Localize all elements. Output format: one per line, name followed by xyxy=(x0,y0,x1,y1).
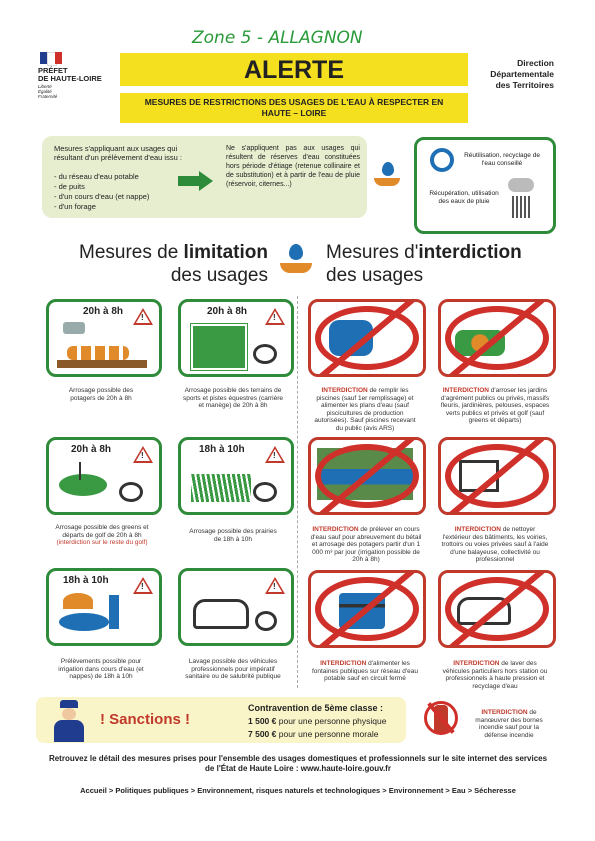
limitation-time: 18h à 10h xyxy=(199,444,245,455)
limitation-caption-3 xyxy=(50,524,154,547)
sanctions-amount-2: 7 500 € xyxy=(248,729,277,739)
limitation-card-potagers xyxy=(46,299,162,377)
limitation-card-prairies xyxy=(178,437,294,515)
sanctions-line-1 xyxy=(248,716,387,726)
sanctions-amount-1: 1 500 € xyxy=(248,716,277,726)
arrow-head-icon xyxy=(199,171,213,191)
interdiction-caption-2 xyxy=(440,387,550,425)
limitation-card-irrigation xyxy=(46,568,162,646)
water-hand-icon xyxy=(374,162,400,188)
sanctions-text-2: pour une personne morale xyxy=(276,729,379,739)
football-field-icon xyxy=(191,324,247,370)
hose-icon xyxy=(253,482,277,502)
limitation-caption-4: Arrosage possible des prairies de 18h à 10h xyxy=(189,528,277,543)
pump-icon xyxy=(109,595,119,629)
interdiction-caption-6-text: de laver des véhicules particuliers hors station ou professionnels à haute pression et recyclage d'eau xyxy=(442,660,548,690)
limitation-caption-5: Prélèvements possible pour irrigation dans cours d'eau (et nappes) de 18h à 10h xyxy=(58,658,144,680)
interdiction-caption-3 xyxy=(308,526,424,564)
direction-line-3: des Territoires xyxy=(495,80,554,90)
not-applies-text: Ne s'appliquent pas aux usages qui résultent de réserves d'eau constituées hors période d'étiage (retenue collinaire et de substitution) et à partir de l'eau de pluie (réservoir, citernes...) xyxy=(226,145,360,188)
limitation-time: 20h à 8h xyxy=(207,306,248,317)
reuse-label: Réutilisation, recyclage de l'eau conseillé xyxy=(464,152,540,167)
devise-3: Fraternité xyxy=(38,94,58,99)
limitation-heading-line1 xyxy=(68,242,268,264)
direction-line-2: Départementale xyxy=(490,69,554,79)
interdiction-heading-line2: des usages xyxy=(326,265,424,286)
limitation-time: 20h à 8h xyxy=(83,306,124,317)
applies-item-1: - du réseau d'eau potable xyxy=(54,172,139,181)
interdiction-card-batiments xyxy=(438,437,556,515)
interdiction-caption-2-text: d'arroser les jardins d'agrément publics ou privés, massifs fleuris, jardinières, pelouses, espaces verts publics et privés et golf (sauf greens et départs) xyxy=(440,387,550,424)
limitation-caption-6: Lavage possible des véhicules professionnels pour impératif sanitaire ou de salubrité publique xyxy=(185,658,281,680)
page-title: ALERTE xyxy=(244,56,344,84)
applies-item-2: - de puits xyxy=(54,182,85,191)
interdiction-card-cours-eau xyxy=(308,437,426,515)
warning-icon: ! xyxy=(265,446,285,463)
limitation-caption-2: Arrosage possible des terrains de sports et pistes équestres (carrière et manège) de 20h à 8h xyxy=(182,387,284,409)
golf-flag-icon xyxy=(79,462,81,480)
devise-1: Liberté xyxy=(38,84,52,89)
interdiction-caption-1-text: de remplir les piscines (sauf 1er remplissage) et alimenter les plans d'eau (sauf piscicultures de production autorisées). Sauf piscines recevant du public (avis ARS) xyxy=(314,387,416,432)
limitation-time: 18h à 10h xyxy=(63,575,109,586)
river-icon xyxy=(59,613,109,631)
devise-2: Égalité xyxy=(38,89,52,94)
rain-cloud-icon xyxy=(508,178,534,192)
interdiction-caption-3-text: de prélever en cours d'eau sauf pour abreuvement du bétail et arrosage des potagers partir d'un 1 000 m³ par jour (irrigation possible de 20h à 8h) xyxy=(310,526,422,563)
interdiction-caption-5-text: d'alimenter les fontaines publiques sur réseau d'eau potable sauf en circuit fermé xyxy=(311,660,419,682)
interdiction-heading-line1 xyxy=(326,242,556,264)
hydrant-caption xyxy=(470,709,548,739)
warning-icon: ! xyxy=(133,308,153,325)
page-subtitle: MESURES DE RESTRICTIONS DES USAGES DE L'EAU À RESPECTER EN HAUTE – LOIRE xyxy=(144,97,444,118)
interdiction-caption-6-bold: INTERDICTION xyxy=(453,660,500,667)
golf-green-icon xyxy=(59,474,107,496)
rain-tank-icon xyxy=(512,196,532,218)
interdiction-caption-3-bold: INTERDICTION xyxy=(312,526,359,533)
interdiction-card-fontaines xyxy=(308,570,426,648)
sanctions-text-1: pour une personne physique xyxy=(276,716,387,726)
hose-icon xyxy=(119,482,143,502)
soil-icon xyxy=(57,360,147,368)
limitation-heading-line2: des usages xyxy=(170,265,268,286)
interdiction-caption-4-bold: INTERDICTION xyxy=(454,526,501,533)
warning-icon: ! xyxy=(265,308,285,325)
fire-hydrant-icon xyxy=(424,701,458,737)
section-divider xyxy=(297,296,298,688)
interdiction-heading-bold: interdiction xyxy=(418,242,522,263)
limitation-caption-1: Arrosage possible des potagers de 20h à 8h xyxy=(68,387,134,402)
interdiction-card-piscines xyxy=(308,299,426,377)
sanctions-line-2 xyxy=(248,729,378,739)
sanctions-title: Contravention de 5ème classe : xyxy=(248,703,384,713)
handwritten-zone-note: Zone 5 - ALLAGNON xyxy=(192,28,363,48)
warning-icon: ! xyxy=(133,577,153,594)
interdiction-caption-1-bold: INTERDICTION xyxy=(321,387,368,394)
prefet-department: DE HAUTE-LOIRE xyxy=(38,74,102,83)
hose-icon xyxy=(253,344,277,364)
flames-icon xyxy=(63,593,93,609)
gendarme-icon xyxy=(54,700,84,742)
interdiction-caption-4-text: de nettoyer l'extérieur des bâtiments, les voiries, trottoirs ou voies privées sauf à l'aide d'une balayeuse, collectivité ou professionnel xyxy=(441,526,549,563)
limitation-card-vehicles xyxy=(178,568,294,646)
interdiction-caption-1 xyxy=(310,387,420,432)
hydrant-caption-text: de manœuvrer des bornes incendie sauf pour la défense incendie xyxy=(475,709,543,739)
limitation-heading-bold: limitation xyxy=(183,242,268,263)
interdiction-caption-2-bold: INTERDICTION xyxy=(442,387,489,394)
limitation-caption-3-text: Arrosage possible des greens et départs de golf de 20h à 8h xyxy=(55,524,149,539)
direction-line-1: Direction xyxy=(517,58,554,68)
watering-can-icon xyxy=(63,322,85,334)
car-icon xyxy=(193,599,249,629)
arrow-right-icon xyxy=(178,176,200,186)
warning-icon: ! xyxy=(265,577,285,594)
applies-title: Mesures s'appliquant aux usages qui résultant d'un prélèvement d'eau issu : xyxy=(54,144,182,162)
applies-item-4: - d'un forage xyxy=(54,202,96,211)
limitation-heading-prefix: Mesures de xyxy=(79,242,184,263)
limitation-card-golf xyxy=(46,437,162,515)
hose-icon xyxy=(255,611,277,631)
grass-icon xyxy=(191,474,251,502)
hydrant-caption-bold: INTERDICTION xyxy=(481,709,528,716)
interdiction-heading-prefix: Mesures d' xyxy=(326,242,419,263)
prefet-label: PRÉFET xyxy=(38,66,68,75)
applies-item-3: - d'un cours d'eau (et nappe) xyxy=(54,192,150,201)
warning-icon: ! xyxy=(133,446,153,463)
water-hand-center-icon xyxy=(280,244,312,276)
limitation-caption-3-red: (interdiction sur le reste du golf) xyxy=(56,539,148,546)
rain-label: Récupération, utilisation des eaux de pluie xyxy=(429,190,499,205)
interdiction-caption-6 xyxy=(440,660,550,690)
recycle-icon xyxy=(430,148,454,172)
limitation-time: 20h à 8h xyxy=(71,444,112,455)
interdiction-caption-5 xyxy=(310,660,420,683)
vegetables-icon xyxy=(67,346,129,360)
marianne-logo xyxy=(40,52,62,64)
footer-info: Retrouvez le détail des mesures prises pour l'ensemble des usages domestiques et professionnels sur le site internet des services de l'État de Haute Loire : www.haute-loire.gouv.fr xyxy=(48,754,548,773)
interdiction-card-jardins xyxy=(438,299,556,377)
limitation-card-sports xyxy=(178,299,294,377)
footer-breadcrumb[interactable]: Accueil > Politiques publiques > Environnement, risques naturels et technologiques > Environnement > Eau > Sécheresse xyxy=(80,786,516,795)
interdiction-caption-4 xyxy=(440,526,550,564)
interdiction-card-vehicules xyxy=(438,570,556,648)
sanctions-label: ! Sanctions ! xyxy=(100,711,191,728)
interdiction-caption-5-bold: INTERDICTION xyxy=(320,660,367,667)
